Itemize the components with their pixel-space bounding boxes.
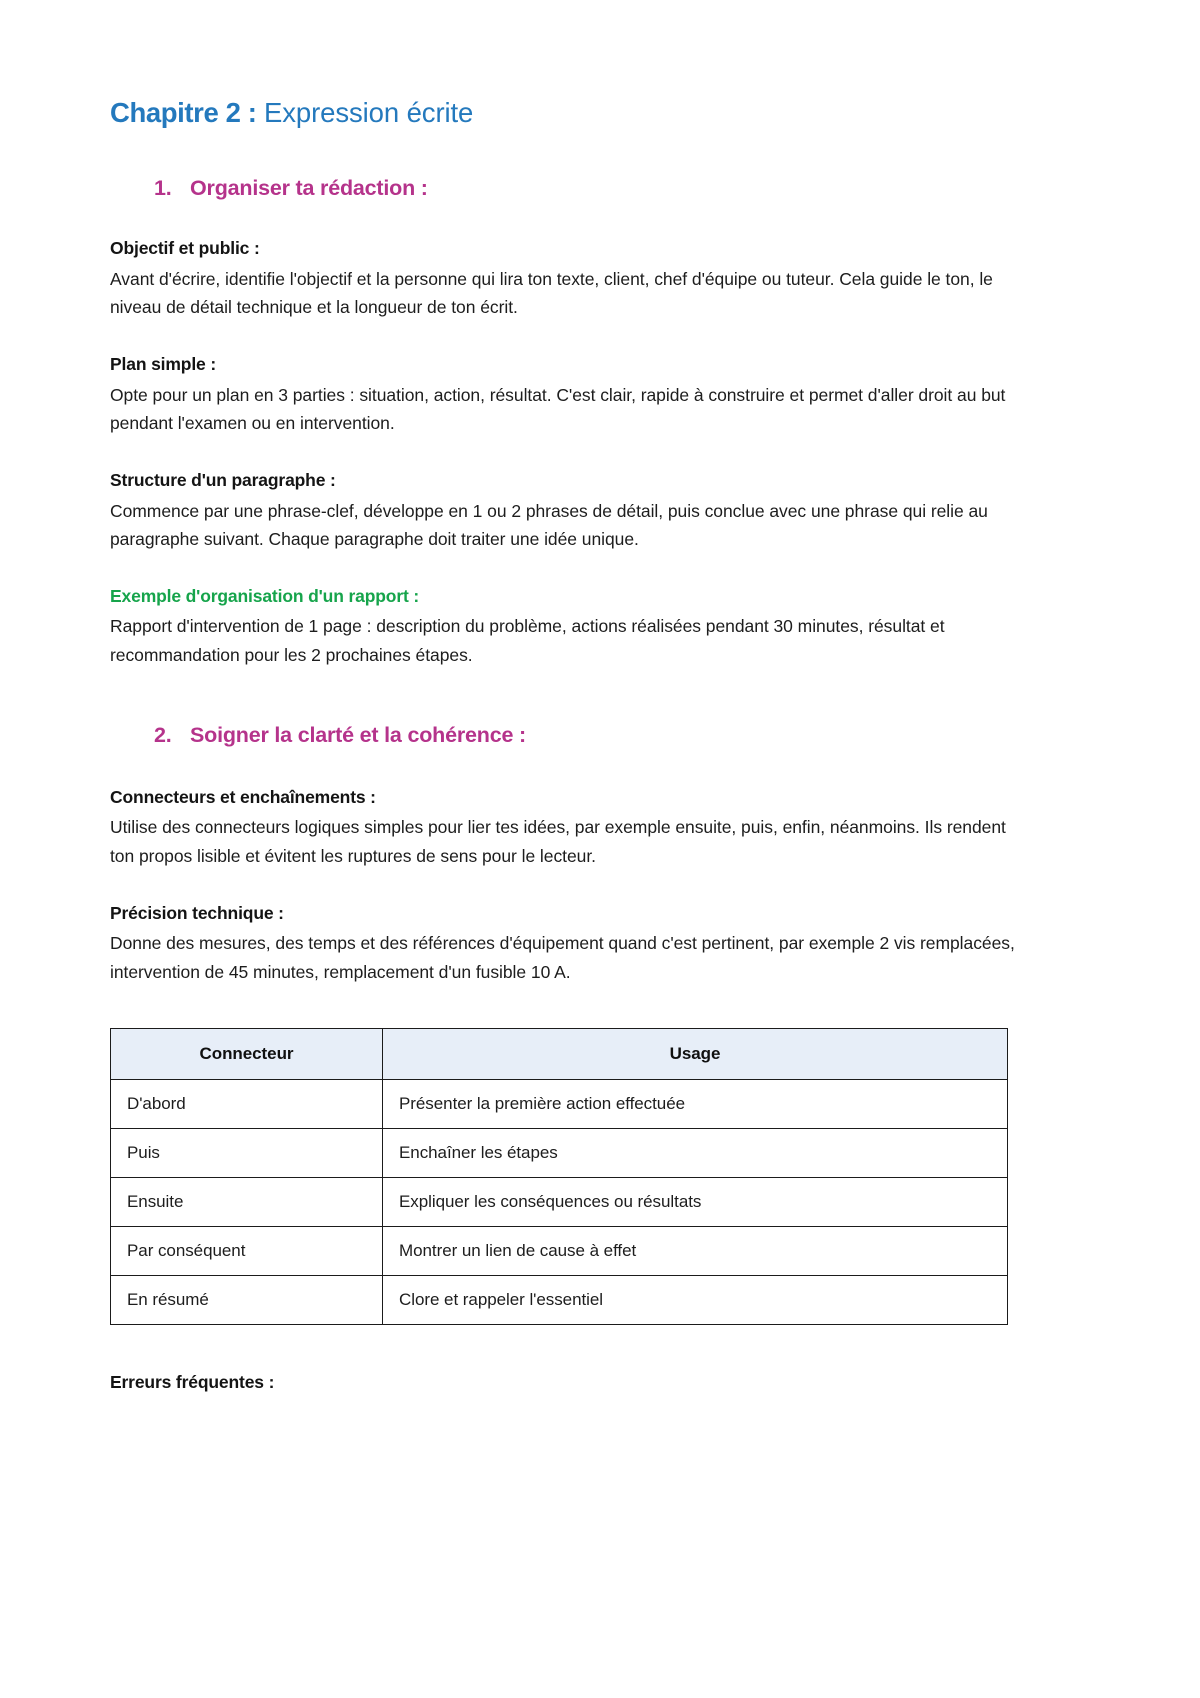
table-cell-connector: En résumé — [111, 1276, 383, 1325]
table-cell-usage: Présenter la première action effectuée — [383, 1080, 1008, 1129]
block-body: Donne des mesures, des temps et des références d'équipement quand c'est pertinent, par exemple 2 vis remplacées, intervention de 45 minutes, remplacement d'un fusible 10 A. — [110, 933, 1015, 982]
block-plan-simple — [110, 351, 1090, 437]
block-body: Rapport d'intervention de 1 page : description du problème, actions réalisées pendant 30 minutes, résultat et recommandation pour les 2 prochaines étapes. — [110, 616, 945, 665]
block-structure-paragraphe — [110, 467, 1090, 553]
chapter-name: Expression écrite — [264, 97, 474, 128]
section-number-1: 1. — [154, 176, 172, 201]
table-row — [111, 1080, 1008, 1129]
block-body: Commence par une phrase-clef, développe en 1 ou 2 phrases de détail, puis conclue avec une phrase qui relie au paragraphe suivant. Chaque paragraphe doit traiter une idée unique. — [110, 500, 988, 549]
block-connecteurs-enchainements — [110, 784, 1090, 870]
table-row — [111, 1178, 1008, 1227]
table-cell-usage: Expliquer les conséquences ou résultats — [383, 1178, 1008, 1227]
table-cell-usage: Clore et rappeler l'essentiel — [383, 1276, 1008, 1325]
chapter-label: Chapitre 2 : — [110, 97, 257, 128]
table-row — [111, 1276, 1008, 1325]
block-title: Erreurs fréquentes : — [110, 1372, 275, 1392]
table-header-row — [111, 1029, 1008, 1080]
block-precision-technique — [110, 900, 1090, 986]
table-cell-connector: D'abord — [111, 1080, 383, 1129]
table-header-usage: Usage — [383, 1029, 1008, 1080]
block-title: Connecteurs et enchaînements : — [110, 787, 376, 808]
block-title: Plan simple : — [110, 354, 216, 375]
table-row — [111, 1227, 1008, 1276]
table-cell-connector: Puis — [111, 1129, 383, 1178]
section-title-1: Organiser ta rédaction : — [190, 176, 428, 201]
block-title-highlight: Exemple d'organisation d'un rapport : — [110, 586, 420, 607]
block-objectif-et-public — [110, 235, 1090, 321]
block-body: Utilise des connecteurs logiques simples pour lier tes idées, par exemple ensuite, puis, enfin, néanmoins. Ils rendent ton propos lisible et évitent les ruptures de sens pour le lecteur. — [110, 817, 1006, 866]
block-body: Avant d'écrire, identifie l'objectif et la personne qui lira ton texte, client, chef d'équipe ou tuteur. Cela guide le ton, le niveau de détail technique et la longueur de ton écrit. — [110, 268, 993, 317]
block-title: Précision technique : — [110, 903, 284, 924]
block-exemple-organisation-rapport — [110, 583, 1090, 669]
table-row — [111, 1129, 1008, 1178]
block-body: Opte pour un plan en 3 parties : situation, action, résultat. C'est clair, rapide à construire et permet d'aller droit au but pendant l'examen ou en intervention. — [110, 384, 1006, 433]
table-cell-connector: Par conséquent — [111, 1227, 383, 1276]
section-number-2: 2. — [154, 723, 172, 748]
table-header-connecteur: Connecteur — [111, 1029, 383, 1080]
block-title: Structure d'un paragraphe : — [110, 470, 336, 491]
block-erreurs-frequentes — [110, 1369, 1090, 1395]
section-title-2: Soigner la clarté et la cohérence : — [190, 723, 526, 748]
table-cell-connector: Ensuite — [111, 1178, 383, 1227]
block-title: Objectif et public : — [110, 238, 260, 259]
table-cell-usage: Montrer un lien de cause à effet — [383, 1227, 1008, 1276]
table-cell-usage: Enchaîner les étapes — [383, 1129, 1008, 1178]
page-title — [110, 96, 1090, 130]
connector-usage-table — [110, 1028, 1008, 1325]
section-heading-2 — [154, 723, 1090, 748]
section-heading-1 — [154, 176, 1090, 201]
